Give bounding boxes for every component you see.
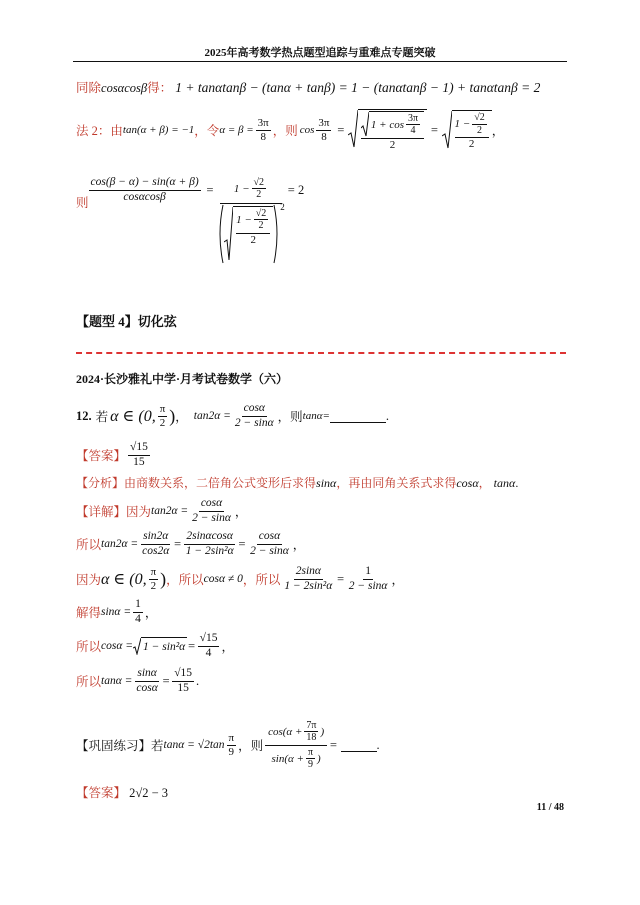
practice-fraction: cos(α + $\frac{7\pi}{18}$ ) sin(α + $\frac{\pi}{9}$ ) <box>265 720 327 771</box>
assign-fraction: $\frac{3\pi}{8}$ <box>257 116 269 143</box>
page-number: 11 / 48 <box>536 802 564 813</box>
radical-sign <box>348 109 358 149</box>
detail-line-5: 所以 cosα = 1 − sin²α = $\frac{√15}{4}$ ， <box>76 632 234 659</box>
practice-blank <box>341 739 377 752</box>
method1-suffix: 得： <box>147 81 173 95</box>
method1-line <box>76 78 540 96</box>
sqrt-expression-1: 1 + cos $\frac{3\pi}{4}$ 2 <box>348 109 427 151</box>
method2-then: ，则 <box>272 124 298 138</box>
radical-sign <box>442 110 452 150</box>
problem-source: 2024·长沙雅礼中学·月考试卷数学（六） <box>76 372 289 386</box>
answer-fraction: $\frac{√15}{15}$ <box>130 441 148 468</box>
practice-answer-value: 2√2 − 3 <box>129 786 169 800</box>
method2-given: tan(α + β) = −1 <box>122 124 195 136</box>
practice-answer-line <box>76 783 168 801</box>
result-value: = 2 <box>287 182 305 197</box>
method2-label: 法 2：由 <box>76 124 123 138</box>
answer-line <box>76 438 152 472</box>
cos-label: cos <box>299 124 315 136</box>
analysis-label: 【分析】 <box>76 476 125 490</box>
problem-number: 12. <box>76 408 92 423</box>
page-header: 2025年高考数学热点题型追踪与重难点专题突破 <box>204 47 436 59</box>
detail-line-6: 所以 tanα = $\frac{\sin\alpha}{\cos\alpha}$ = $\frac{√15}{15}$ . <box>76 667 200 694</box>
result-rhs-fraction: 1 − $\frac{√2}{2}$ 1 − $\frac{√2}{2}$ 2 2 <box>217 177 285 264</box>
detail-line-4: 解得 sinα = $\frac{1}{4}$ ， <box>76 598 158 625</box>
method1-divisor: cosαcosβ <box>101 81 148 95</box>
practice-line: 【巩固练习】若 tanα = √2tan $\frac{\pi}{9}$ ，则 cos(α + $\frac{7\pi}{18}$ ) sin(α + $\frac{\pi}{9}$ ) = . <box>76 719 380 770</box>
section-title: 【题型 4】切化弦 <box>76 314 177 329</box>
detail-line-2: 所以 tan2α = $\frac{\sin 2\alpha}{\cos 2\alpha}$ = $\frac{2\sin\alpha\cos\alpha}{\text{1 − 2sin²α}}$ = $\frac{\cos\alpha}{2 - \sin\alpha}$ ， <box>76 530 306 557</box>
result-lhs-fraction: $\frac{\cos(\beta - \alpha) - \sin(\alpha + \beta)}{\cos\alpha\cos\beta}$ <box>90 176 199 203</box>
method2-line: 法 2：由 tan(α + β) = −1 ，令 α = β = $\frac{3\pi}{8}$ ，则 cos $\frac{3\pi}{8}$ = 1 + cos $\frac{3\pi}{4}$ 2 = 1 − $\frac{√2}{2}$ 2 ， <box>76 110 504 150</box>
analysis-line: 【分析】由商数关系，二倍角公式变形后求得sinα，再由同角关系式求得cosα， tanα. <box>76 476 519 490</box>
problem-statement: 12. 若 α ∈ (0, $\frac{\pi}{2}$ ) ， tan2α = $\frac{\cos\alpha}{2 - \sin\alpha}$ ，则 tanα= . <box>76 402 390 429</box>
method2-let: ，令 <box>194 124 220 138</box>
method2-result: 则 $\frac{\cos(\beta - \alpha) - \sin(\alpha + \beta)}{\cos\alpha\cos\beta}$ = 1 − $\frac{√2}{2}$ 1 − $\frac{√2}{2}$ 2 2 = 2 <box>76 155 304 255</box>
detail-label: 【详解】 <box>76 505 127 519</box>
practice-answer-label: 【答案】 <box>76 786 127 800</box>
method1-prefix: 同除 <box>76 81 102 95</box>
method2-assign: α = β = <box>219 124 254 136</box>
cos-angle-fraction: $\frac{3\pi}{8}$ <box>318 116 330 143</box>
header-rule <box>73 61 567 62</box>
section-divider <box>76 352 566 354</box>
result-then: 则 <box>76 196 89 210</box>
detail-line-1: 【详解】 因为 tan2α = $\frac{\cos\alpha}{2 - \sin\alpha}$ ， <box>76 497 248 524</box>
exponent: 2 <box>280 201 285 212</box>
answer-label: 【答案】 <box>76 449 127 463</box>
sqrt-expression-2: 1 − $\frac{√2}{2}$ 2 <box>442 110 492 150</box>
problem-fraction: $\frac{\cos\alpha}{2 - \sin\alpha}$ <box>234 402 274 429</box>
method1-expression: 1 + tanαtanβ − (tanα + tanβ) = 1 − (tanαtanβ − 1) + tanαtanβ = 2 <box>175 80 541 95</box>
detail-line-3: 因为 α ∈ (0, $\frac{\pi}{2}$ ) ，所以 cosα ≠ 0 ，所以 $\frac{2\sin\alpha}{\text{1 − 2sin²α}}$ = $\frac{1}{2 - \sin\alpha}$ ， <box>76 565 404 592</box>
practice-label: 【巩固练习】若 <box>76 739 164 753</box>
answer-blank <box>330 410 386 423</box>
